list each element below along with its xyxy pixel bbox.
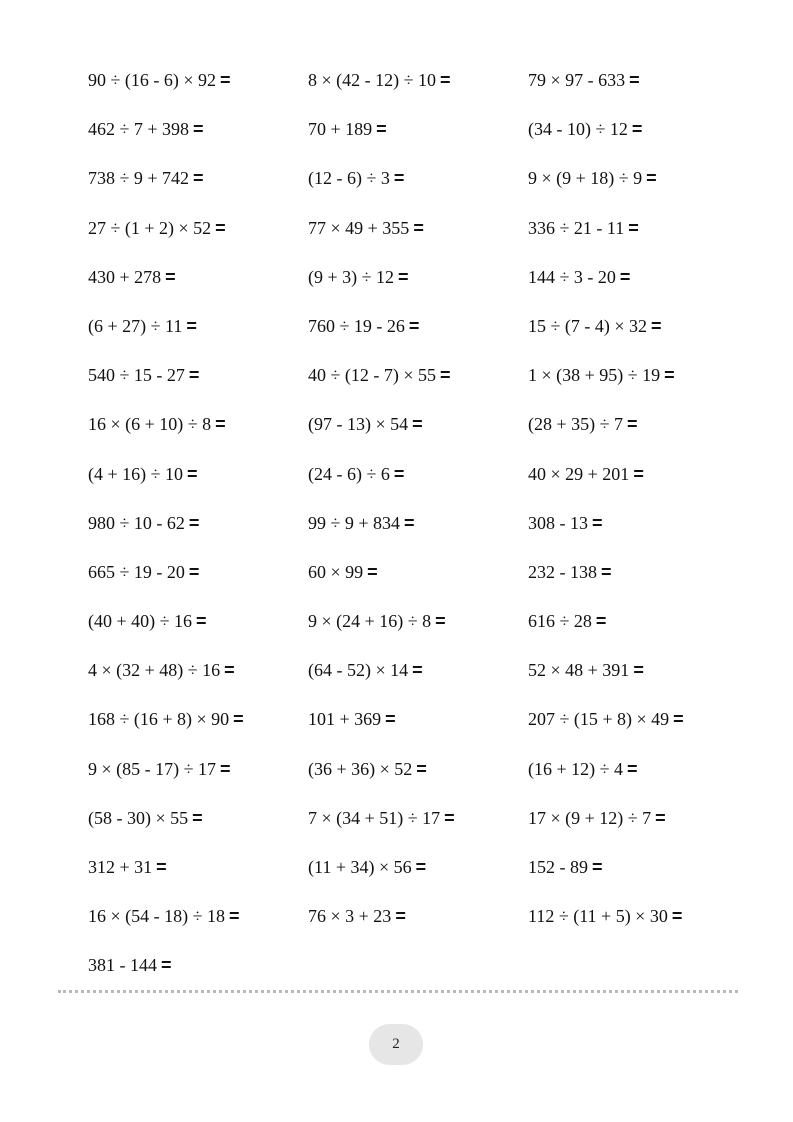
problem-item	[308, 904, 528, 928]
problem-item	[308, 166, 528, 190]
problem-expression: 540 ÷ 15 - 27	[88, 365, 185, 386]
equals-sign: =	[412, 414, 423, 435]
equals-sign: =	[376, 119, 387, 140]
equals-sign: =	[627, 758, 638, 779]
equals-sign: =	[595, 611, 607, 632]
problem-item	[88, 658, 308, 682]
problem-expression: 112 ÷ (11 + 5) × 30	[528, 906, 668, 927]
problem-expression: 144 ÷ 3 - 20	[528, 266, 616, 287]
problem-item	[528, 707, 748, 731]
problem-row	[88, 707, 748, 756]
equals-sign: =	[631, 119, 643, 140]
problem-row	[88, 806, 748, 855]
equals-sign: =	[188, 365, 200, 386]
problem-expression: (4 + 16) ÷ 10	[88, 463, 184, 484]
problem-item	[528, 511, 748, 535]
problem-item	[308, 117, 528, 141]
problem-expression: 60 × 99	[308, 561, 364, 582]
problem-expression: (36 + 36) × 52	[308, 758, 413, 779]
problem-item	[528, 265, 748, 289]
problem-row	[88, 265, 748, 314]
problem-item	[528, 462, 748, 486]
problem-row	[88, 216, 748, 265]
equals-sign: =	[435, 611, 446, 632]
problem-item	[88, 757, 308, 781]
problem-item	[528, 68, 748, 92]
equals-sign: =	[188, 512, 200, 533]
problem-expression: 27 ÷ (1 + 2) × 52	[88, 217, 212, 238]
problem-row	[88, 658, 748, 707]
equals-sign: =	[619, 266, 631, 287]
problem-item	[88, 216, 308, 240]
equals-sign: =	[408, 315, 420, 336]
problem-item	[528, 117, 748, 141]
problem-expression: 16 × (54 - 18) ÷ 18	[88, 906, 226, 927]
problem-item	[528, 904, 748, 928]
problem-expression: (40 + 40) ÷ 16	[88, 611, 193, 632]
problem-expression: 76 × 3 + 23	[308, 906, 392, 927]
problem-item	[308, 609, 528, 633]
problem-expression: 168 ÷ (16 + 8) × 90	[88, 709, 230, 730]
equals-sign: =	[651, 315, 662, 336]
equals-sign: =	[655, 807, 666, 828]
equals-sign: =	[193, 168, 204, 189]
equals-sign: =	[413, 217, 424, 238]
problem-expression: (9 + 3) ÷ 12	[308, 266, 395, 287]
problem-expression: 40 ÷ (12 - 7) × 55	[308, 365, 437, 386]
equals-sign: =	[664, 365, 675, 386]
problem-expression: 336 ÷ 21 - 11	[528, 217, 625, 238]
problem-item	[528, 314, 748, 338]
problem-item	[88, 412, 308, 436]
problem-row	[88, 609, 748, 658]
problem-item	[528, 806, 748, 830]
problem-expression: (6 + 27) ÷ 11	[88, 315, 183, 336]
equals-sign: =	[440, 365, 451, 386]
problem-row	[88, 314, 748, 363]
equals-sign: =	[187, 463, 198, 484]
problem-row	[88, 560, 748, 609]
equals-sign: =	[628, 217, 639, 238]
problem-item	[308, 265, 528, 289]
problem-expression: 16 × (6 + 10) ÷ 8	[88, 414, 212, 435]
problem-item	[528, 363, 748, 387]
equals-sign: =	[673, 709, 684, 730]
equals-sign: =	[629, 70, 640, 90]
equals-sign: =	[186, 315, 197, 336]
problem-row	[88, 757, 748, 806]
problem-item	[308, 68, 528, 92]
problem-item	[88, 68, 308, 92]
problem-expression: 15 ÷ (7 - 4) × 32	[528, 315, 648, 336]
equals-sign: =	[398, 266, 409, 287]
problem-row	[88, 904, 748, 953]
problem-expression: 52 × 48 + 391	[528, 660, 630, 681]
equals-sign: =	[192, 807, 203, 828]
equals-sign: =	[404, 512, 415, 533]
problem-expression: 9 × (85 - 17) ÷ 17	[88, 758, 217, 779]
equals-sign: =	[220, 758, 231, 779]
equals-sign: =	[165, 266, 176, 287]
problem-expression: (24 - 6) ÷ 6	[308, 463, 390, 484]
page-number: 2	[392, 1036, 400, 1052]
problem-item	[308, 806, 528, 830]
problem-item	[88, 953, 308, 977]
problem-expression: 207 ÷ (15 + 8) × 49	[528, 709, 670, 730]
problem-expression: 17 × (9 + 12) ÷ 7	[528, 807, 652, 828]
problem-item	[528, 658, 748, 682]
problem-expression: 665 ÷ 19 - 20	[88, 561, 185, 582]
problem-item	[528, 560, 748, 584]
equals-sign: =	[233, 709, 244, 730]
problem-expression: 9 × (9 + 18) ÷ 9	[528, 168, 643, 189]
problem-expression: (16 + 12) ÷ 4	[528, 758, 624, 779]
problem-expression: 430 + 278	[88, 266, 162, 287]
problem-row	[88, 511, 748, 560]
problem-expression: 738 ÷ 9 + 742	[88, 168, 190, 189]
problem-item	[308, 462, 528, 486]
problem-expression: (64 - 52) × 14	[308, 660, 409, 681]
problem-item	[88, 855, 308, 879]
problem-item	[308, 216, 528, 240]
equals-sign: =	[412, 660, 423, 681]
problem-expression: 7 × (34 + 51) ÷ 17	[308, 807, 441, 828]
equals-sign: =	[592, 512, 603, 533]
problem-item	[308, 707, 528, 731]
problem-expression: 8 × (42 - 12) ÷ 10	[308, 70, 437, 90]
equals-sign: =	[393, 168, 405, 189]
equals-sign: =	[224, 660, 235, 681]
problem-item	[528, 855, 748, 879]
problem-expression: 40 × 29 + 201	[528, 463, 630, 484]
problem-expression: 980 ÷ 10 - 62	[88, 512, 185, 533]
problem-expression: 9 × (24 + 16) ÷ 8	[308, 611, 432, 632]
equals-sign: =	[215, 414, 226, 435]
problem-item	[528, 166, 748, 190]
equals-sign: =	[440, 70, 451, 90]
equals-sign: =	[220, 70, 231, 90]
problem-item	[308, 314, 528, 338]
equals-sign: =	[229, 906, 240, 927]
equals-sign: =	[367, 561, 378, 582]
problem-item	[88, 609, 308, 633]
problem-expression: 152 - 89	[528, 857, 588, 877]
problem-item	[308, 757, 528, 781]
equals-sign: =	[193, 119, 204, 140]
problem-expression: (58 - 30) × 55	[88, 807, 189, 828]
problem-item	[88, 707, 308, 731]
problem-expression: 760 ÷ 19 - 26	[308, 315, 405, 336]
problem-item	[88, 904, 308, 928]
problem-expression: 462 ÷ 7 + 398	[88, 119, 190, 140]
equals-sign: =	[415, 857, 427, 877]
equals-sign: =	[215, 217, 226, 238]
problem-expression: 99 ÷ 9 + 834	[308, 512, 401, 533]
problem-item	[308, 363, 528, 387]
problem-expression: 90 ÷ (16 - 6) × 92	[88, 70, 217, 90]
equals-sign: =	[188, 561, 200, 582]
problem-row	[88, 68, 748, 117]
equals-sign: =	[633, 660, 644, 681]
equals-sign: =	[395, 906, 406, 927]
page-number-badge	[369, 1024, 423, 1065]
equals-sign: =	[627, 414, 638, 435]
equals-sign: =	[646, 168, 657, 189]
dotted-divider	[58, 990, 738, 993]
problem-item	[308, 511, 528, 535]
problem-expression: 101 + 369	[308, 709, 382, 730]
equals-sign: =	[196, 611, 207, 632]
equals-sign: =	[671, 906, 683, 927]
equals-sign: =	[633, 463, 644, 484]
problem-item	[308, 658, 528, 682]
problem-item	[528, 216, 748, 240]
problem-expression: 1 × (38 + 95) ÷ 19	[528, 365, 661, 386]
problem-row	[88, 855, 748, 904]
problem-expression: 79 × 97 - 633	[528, 70, 626, 90]
problem-item	[88, 511, 308, 535]
problem-expression: (34 - 10) ÷ 12	[528, 119, 628, 140]
problem-row	[88, 166, 748, 215]
problem-item	[88, 560, 308, 584]
problem-item	[88, 314, 308, 338]
problem-item	[308, 560, 528, 584]
problem-item	[308, 855, 528, 879]
equals-sign: =	[416, 758, 427, 779]
equals-sign: =	[592, 857, 603, 877]
equals-sign: =	[385, 709, 396, 730]
problem-expression: (12 - 6) ÷ 3	[308, 168, 390, 189]
problem-item	[88, 806, 308, 830]
equals-sign: =	[601, 561, 612, 582]
problem-expression: 77 × 49 + 355	[308, 217, 410, 238]
problem-expression: (28 + 35) ÷ 7	[528, 414, 624, 435]
problem-item	[88, 117, 308, 141]
problem-expression: 312 + 31	[88, 857, 153, 877]
problem-expression: (11 + 34) × 56	[308, 857, 412, 877]
problem-item	[528, 609, 748, 633]
problem-row	[88, 462, 748, 511]
equals-sign: =	[444, 807, 455, 828]
problem-row	[88, 117, 748, 166]
problem-item	[88, 363, 308, 387]
problem-expression: 232 - 138	[528, 561, 597, 582]
equals-sign: =	[161, 955, 172, 976]
problem-row	[88, 363, 748, 412]
problem-expression: 308 - 13	[528, 512, 588, 533]
problem-expression: 4 × (32 + 48) ÷ 16	[88, 660, 221, 681]
equals-sign: =	[156, 857, 167, 877]
problem-expression: (97 - 13) × 54	[308, 414, 409, 435]
problem-item	[308, 412, 528, 436]
problem-item	[528, 412, 748, 436]
problem-grid	[88, 68, 748, 1003]
problem-item	[88, 166, 308, 190]
problem-item	[88, 265, 308, 289]
problem-expression: 70 + 189	[308, 119, 373, 140]
problem-expression: 381 - 144	[88, 955, 157, 976]
problem-expression: 616 ÷ 28	[528, 611, 592, 632]
problem-item	[88, 462, 308, 486]
problem-item	[528, 757, 748, 781]
problem-row	[88, 953, 748, 1002]
equals-sign: =	[393, 463, 405, 484]
problem-row	[88, 412, 748, 461]
